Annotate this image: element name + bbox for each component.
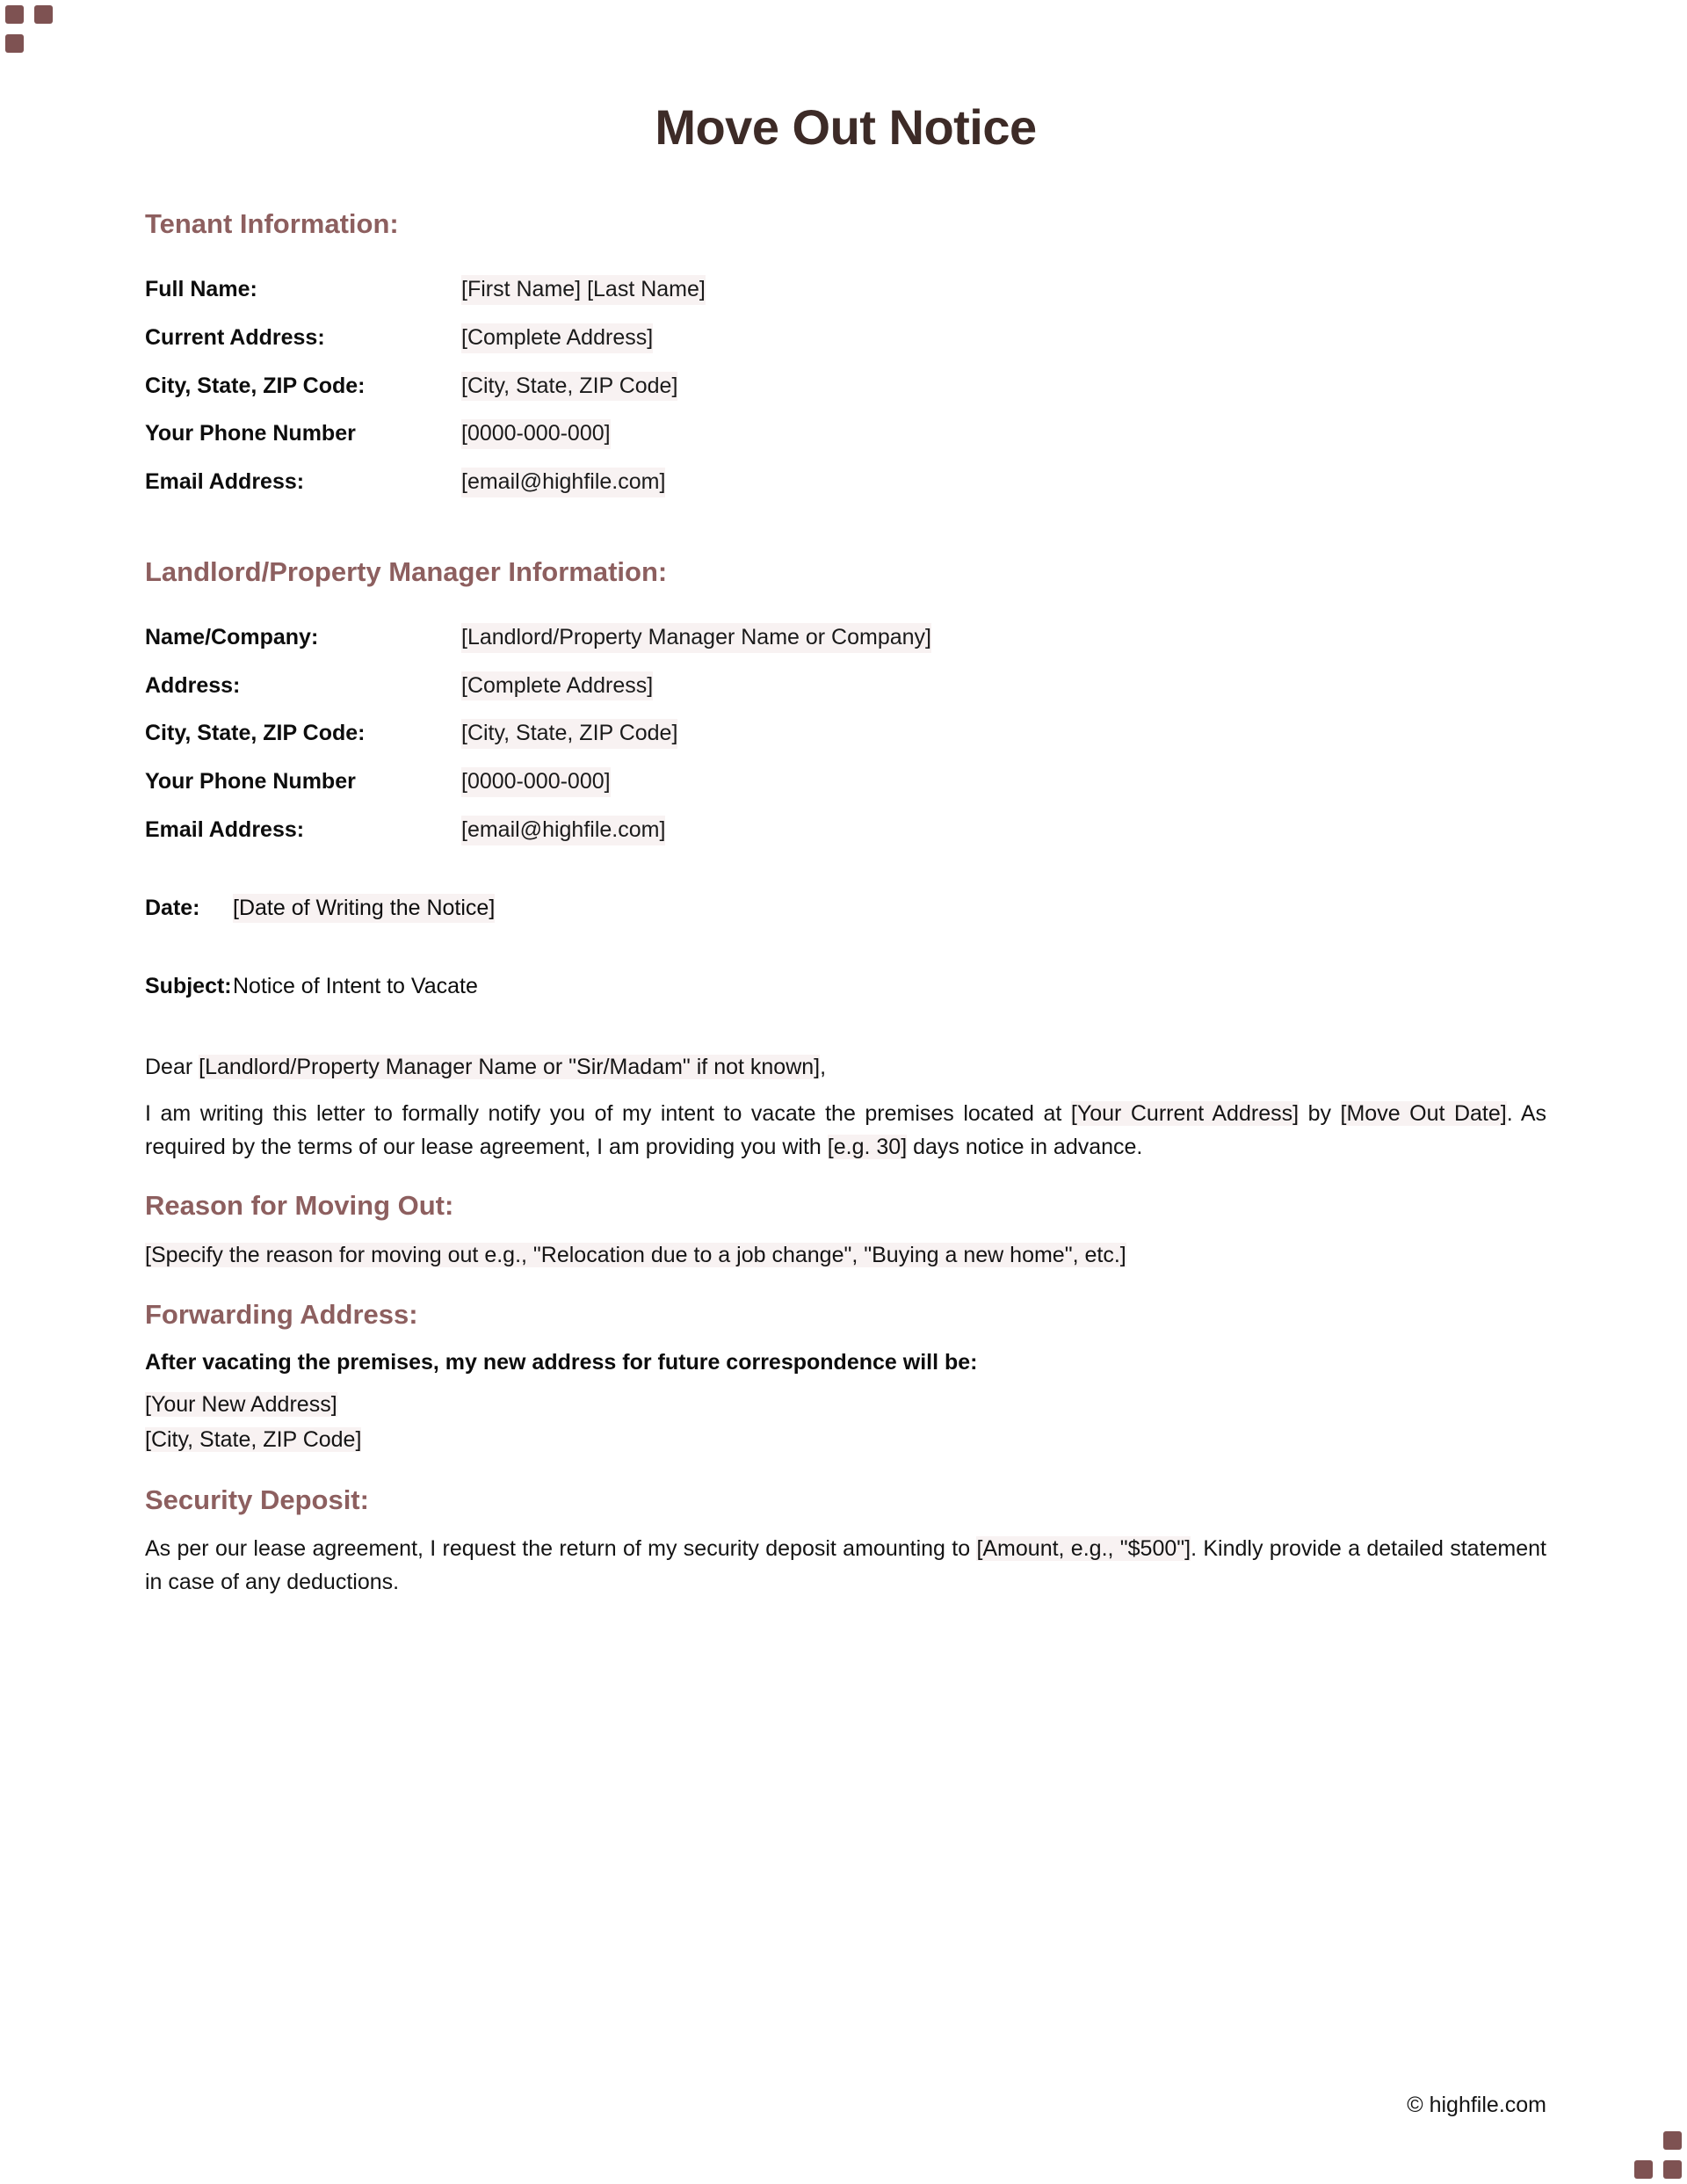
section-heading-forwarding-address: Forwarding Address: [145,1299,418,1330]
deposit-placeholder-amount[interactable]: [Amount, e.g., "$500"] [976,1535,1191,1561]
corner-square-icon [1663,2160,1682,2179]
field-value[interactable]: [email@highfile.com] [461,816,665,845]
field-label: City, State, ZIP Code: [145,373,366,398]
date-label: Date: [145,895,200,920]
body-placeholder-current-address[interactable]: [Your Current Address] [1070,1100,1300,1126]
corner-square-icon [5,5,24,24]
field-value[interactable]: [Complete Address] [461,671,653,701]
section-heading-reason-for-moving-out: Reason for Moving Out: [145,1189,454,1221]
field-value[interactable]: [First Name] [Last Name] [461,275,706,305]
field-label: Current Address: [145,324,325,350]
date-row [145,894,1546,924]
field-row-tenant-current-address [145,323,1546,353]
letter-salutation [145,1051,1546,1085]
field-label: Full Name: [145,277,257,301]
section-heading-tenant-information: Tenant Information: [145,208,399,239]
salutation-prefix: Dear [145,1055,199,1079]
forwarding-address-line-2 [145,1422,1546,1458]
body-text-segment: by [1299,1100,1341,1126]
document-content [145,0,1546,1599]
deposit-text-segment: . Kindly provide a detailed statement in case of any deductions. [145,1535,1546,1594]
forwarding-address-placeholder-1[interactable]: [Your New Address] [145,1391,337,1417]
field-row-landlord-phone-number [145,767,1546,797]
field-label: Address: [145,672,241,698]
field-row-tenant-phone-number [145,419,1546,449]
field-value[interactable]: [Complete Address] [461,323,653,353]
field-label: Name/Company: [145,624,319,649]
field-label: Your Phone Number [145,421,356,446]
corner-square-icon [1663,2131,1682,2150]
corner-square-icon [1634,2160,1653,2179]
page-title: Move Out Notice [655,99,1037,155]
field-row-landlord-city-state-zip [145,719,1546,749]
reason-placeholder[interactable]: [Specify the reason for moving out e.g., "Relocation due to a job change", "Buying a new home", etc.] [145,1242,1126,1267]
corner-square-icon [34,5,53,24]
letter-body-paragraph [145,1097,1546,1164]
section-heading-landlord-information: Landlord/Property Manager Information: [145,555,668,587]
subject-value: Notice of Intent to Vacate [233,974,478,999]
security-deposit-paragraph [145,1532,1546,1599]
field-value[interactable]: [City, State, ZIP Code] [461,372,677,402]
deposit-text-segment: As per our lease agreement, I request the return of my security deposit amounting to [145,1535,977,1561]
corner-decoration-top-left [5,5,67,67]
forwarding-address-placeholder-2[interactable]: [City, State, ZIP Code] [145,1427,362,1452]
section-heading-security-deposit: Security Deposit: [145,1484,369,1515]
field-row-landlord-address [145,671,1546,701]
field-value[interactable]: [0000-000-000] [461,767,611,797]
field-row-tenant-full-name [145,275,1546,305]
forwarding-intro-text: After vacating the premises, my new address for future correspondence will be: [145,1350,978,1375]
body-placeholder-move-out-date[interactable]: [Move Out Date] [1340,1100,1507,1126]
field-row-tenant-city-state-zip [145,372,1546,402]
body-placeholder-notice-days[interactable]: [e.g. 30] [827,1134,908,1159]
subject-label: Subject: [145,974,232,999]
field-row-tenant-email-address [145,468,1546,497]
field-label: Your Phone Number [145,769,356,794]
field-label: City, State, ZIP Code: [145,721,366,746]
reason-placeholder-line [145,1237,1546,1273]
field-row-landlord-email-address [145,816,1546,845]
date-value[interactable]: [Date of Writing the Notice] [233,894,495,924]
forwarding-address-line-1 [145,1387,1546,1423]
body-text-segment: days notice in advance. [907,1134,1143,1159]
field-label: Email Address: [145,469,305,494]
footer-copyright: © highfile.com [1407,2093,1546,2117]
subject-row [145,972,1546,1002]
salutation-suffix: , [820,1055,827,1079]
field-value[interactable]: [0000-000-000] [461,419,611,449]
field-row-landlord-name-company [145,623,1546,653]
corner-square-icon [5,34,24,53]
field-value[interactable]: [Landlord/Property Manager Name or Company] [461,623,931,653]
body-text-segment: I am writing this letter to formally notify you of my intent to vacate the premises located at [145,1100,1071,1126]
body-text-segment: . As required by the terms of our lease agreement, I am providing you with [145,1100,1546,1159]
field-label: Email Address: [145,816,305,842]
field-value[interactable]: [City, State, ZIP Code] [461,719,677,749]
field-value[interactable]: [email@highfile.com] [461,468,665,497]
corner-decoration-bottom-right [1620,2117,1682,2179]
salutation-placeholder[interactable]: [Landlord/Property Manager Name or "Sir/Madam" if not known] [199,1055,821,1079]
